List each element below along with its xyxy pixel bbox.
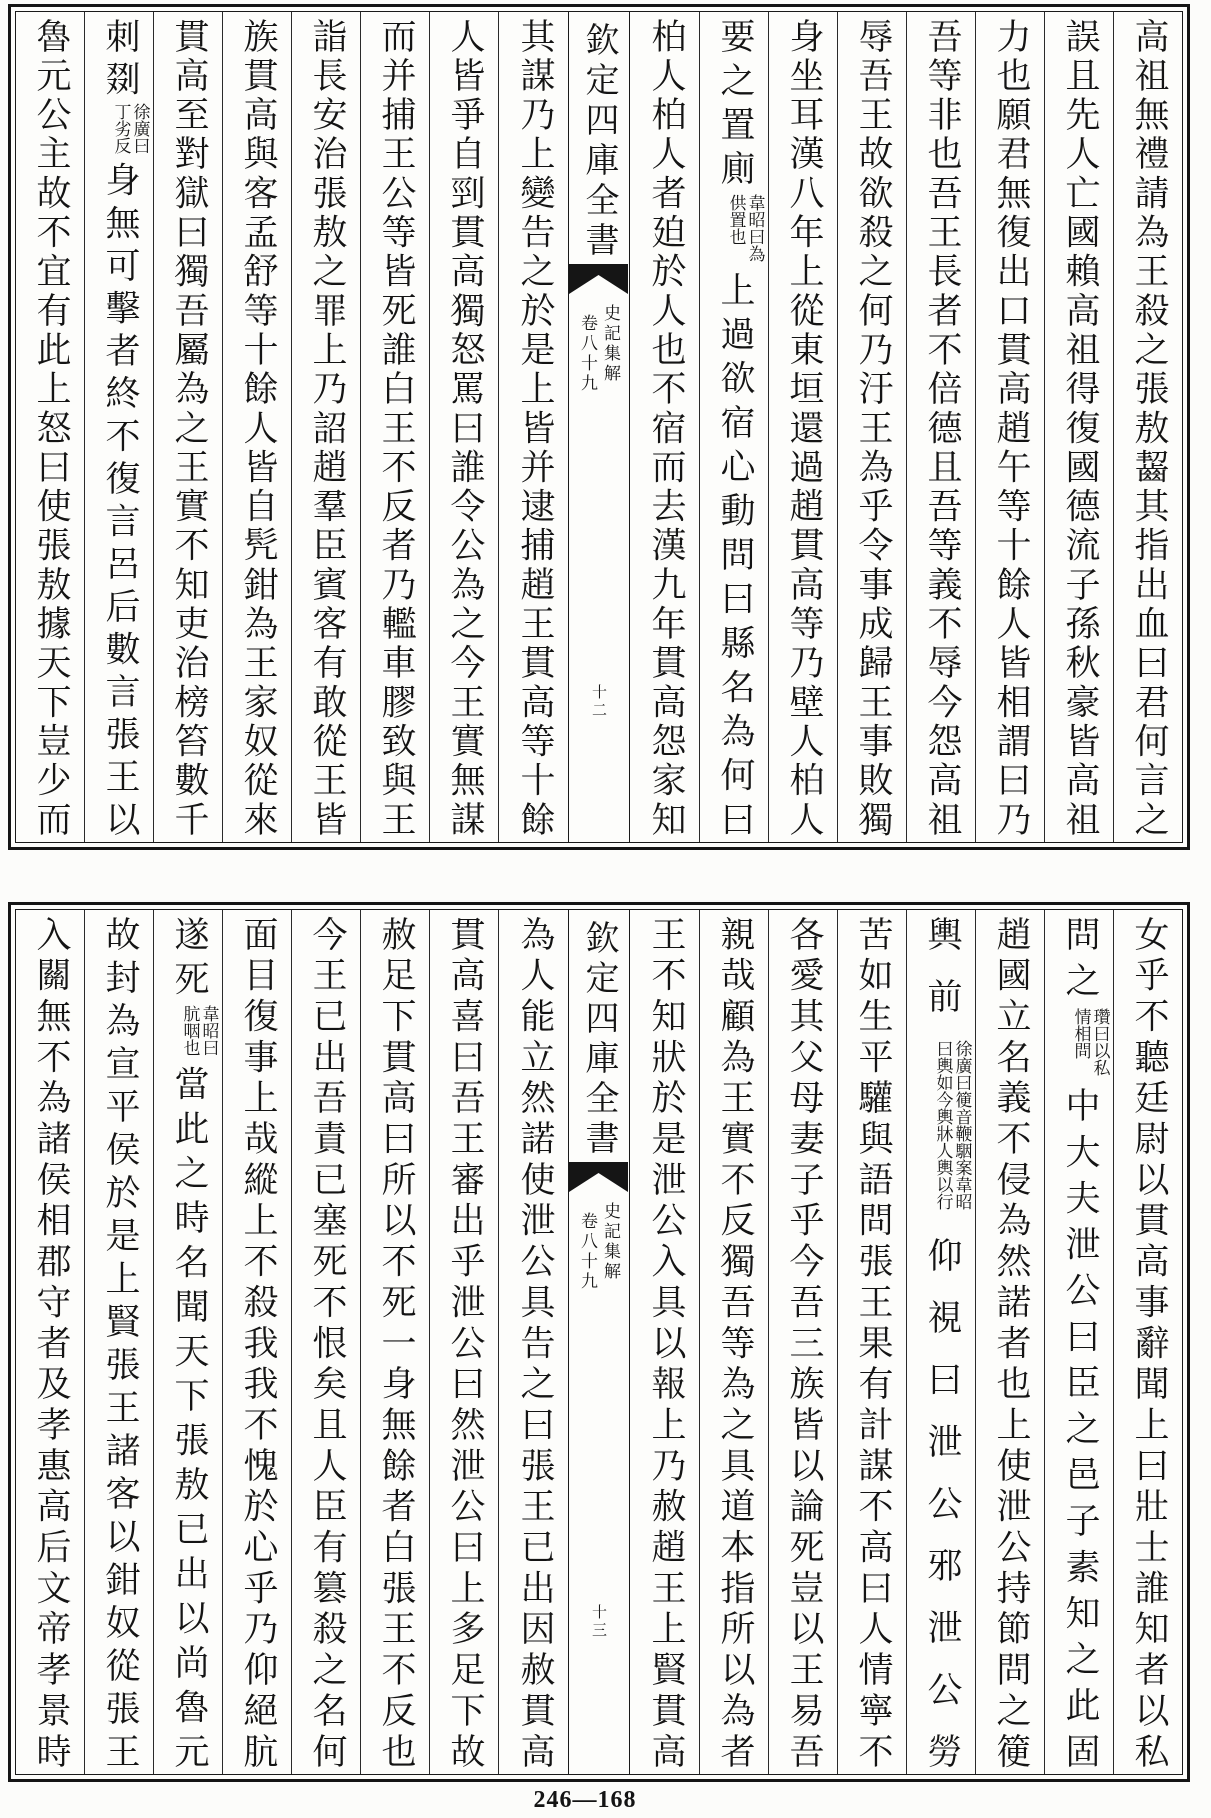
text-column [630,910,699,1774]
text-column [837,910,906,1774]
main-text: 遂死 [169,916,209,1005]
text-column [430,12,499,842]
text-column [361,910,430,1774]
right-column-group [630,910,1182,1774]
text-column [85,12,154,842]
upper-leaf [8,4,1190,850]
main-text: 趙國立名義不侵為然諾者也上使泄公持節問之箯 [991,916,1031,1768]
book-caption [575,304,622,424]
main-text: 刺剟 [100,18,140,104]
note-line-left: 情相問 [1070,1008,1091,1060]
book-caption [575,1202,622,1322]
folio-number: 十三 [590,1604,608,1640]
text-column [837,12,906,842]
main-text: 親哉顧為王實不反獨吾等為之具道本指所以為者 [715,916,755,1768]
edition-title: 欽定四庫全書 [579,920,619,1154]
text-column [223,12,292,842]
note-line-left: 曰輿如今輿牀人輿以行 [932,1040,953,1210]
interlinear-note [180,1005,218,1056]
center-band [568,910,630,1774]
interlinear-note [111,103,149,154]
text-column [975,910,1044,1774]
text-column [499,12,568,842]
inner-frame [15,909,1183,1775]
main-text: 詣長安治張敖之罪上乃詔趙羣臣賓客有敢從王皆 [307,18,347,836]
main-text: 身無可擊者終不復言呂后數言張王以 [100,154,140,837]
interlinear-note [933,1040,971,1210]
interlinear-note [1071,1008,1109,1076]
text-column [85,910,154,1774]
text-column [768,12,837,842]
lower-leaf [8,902,1190,1782]
main-text: 各愛其父母妻子乎今吾三族皆以論死豈以王易吾 [784,916,824,1768]
note-line-right: 韋昭曰為 [744,194,765,263]
text-column [292,12,361,842]
text-column [1044,910,1113,1774]
page-reference: 246—168 [533,1787,637,1813]
fishtail-ornament [569,1162,628,1192]
left-column-group [16,12,568,842]
main-text: 吾等非也吾王長者不倍德且吾等義不辱今怨高祖 [922,18,962,836]
main-text: 入關無不為諸侯相郡守者及孝惠高后文帝孝景時 [31,916,71,1768]
main-text: 輿前 [922,916,962,1040]
main-text: 當此之時名聞天下張敖已出以尚魯元 [169,1056,209,1768]
main-text: 仰視曰泄公邪泄公勞 [922,1210,962,1768]
main-text: 族貫高與客孟舒等十餘人皆自髠鉗為王家奴從來 [238,18,278,836]
main-text: 赦足下貫高曰所以不死一身無餘者白張王不反也 [376,916,416,1768]
text-column [16,910,85,1774]
main-text: 苦如生平驩與語問張王果有計謀不高曰人情寧不 [853,916,893,1768]
main-text: 誤且先人亡國賴高祖得復國德流子孫秋豪皆高祖 [1060,18,1100,836]
text-column [906,12,975,842]
main-text: 貫高至對獄曰獨吾屬為之王實不知吏治榜笞數千 [169,18,209,836]
main-text: 力也願君無復出口貫高趙午等十餘人皆相謂曰乃 [991,18,1031,836]
main-text: 王不知狀於是泄公入具以報上乃赦趙王上賢貫高 [646,916,686,1768]
fishtail-ornament [569,264,628,294]
left-column-group [16,910,568,1774]
note-line-left: 肮咽也 [179,1005,200,1056]
text-column [223,910,292,1774]
main-text: 問之 [1060,916,1100,1009]
main-text: 今王已出吾責已塞死不恨矣且人臣有篡殺之名何 [307,916,347,1768]
main-text: 故封為宣平侯於是上賢張王諸客以鉗奴從張王 [100,916,140,1768]
book-title: 史記集解 [600,1202,620,1282]
juan-label: 卷八十九 [577,1212,597,1292]
main-text: 魯元公主故不宜有此上怒曰使張敖據天下豈少而 [31,18,71,836]
main-text: 高祖無禮請為王殺之張敖齧其指出血曰君何言之 [1129,18,1169,836]
edition-title: 欽定四庫全書 [579,22,619,256]
right-column-group [630,12,1182,842]
text-column [361,12,430,842]
main-text: 上過欲宿心動問曰縣名為何曰 [715,262,755,837]
text-column [1044,12,1113,842]
main-text: 其謀乃上變告之於是上皆并逮捕趙王貫高等十餘 [515,18,555,836]
note-line-right: 徐廣曰 [129,103,150,155]
note-line-left: 丁劣反 [110,103,131,155]
text-column [699,12,768,842]
text-column [630,12,699,842]
main-text: 女乎不聽廷尉以貫高事辭聞上曰壯士誰知者以私 [1129,916,1169,1768]
note-line-left: 供置也 [725,194,746,246]
text-column [499,910,568,1774]
text-column [154,12,223,842]
text-column [768,910,837,1774]
text-column [975,12,1044,842]
note-line-right: 徐廣曰箯音鞭駰案韋昭 [951,1040,972,1210]
juan-label: 卷八十九 [577,314,597,394]
folio-number: 十二 [590,684,608,720]
main-text: 柏人柏人者廹於人也不宿而去漢九年貫高怨家知 [646,18,686,836]
book-title: 史記集解 [600,304,620,384]
main-text: 面目復事上哉縱上不殺我我不愧於心乎乃仰絕肮 [238,916,278,1768]
text-column [1113,12,1182,842]
inner-frame [15,11,1183,843]
main-text: 要之置廁 [715,18,755,195]
main-text: 人皆爭自剄貫高獨怒罵曰誰令公為之今王實無謀 [445,18,485,836]
main-text: 而并捕王公等皆死誰白王不反者乃轞車膠致與王 [376,18,416,836]
text-column [430,910,499,1774]
text-column [154,910,223,1774]
note-line-right: 瓚曰以私 [1089,1008,1110,1077]
center-band [568,12,630,842]
text-column [292,910,361,1774]
text-column [1113,910,1182,1774]
text-column [699,910,768,1774]
main-text: 為人能立然諾使泄公具告之曰張王已出因赦貫高 [515,916,555,1768]
text-column [16,12,85,842]
main-text: 身坐耳漢八年上從東垣還過趙貫高等乃壁人柏人 [784,18,824,836]
note-line-right: 韋昭曰 [198,1005,219,1056]
main-text: 中大夫泄公曰臣之邑子素知之此固 [1060,1076,1100,1769]
main-text: 辱吾王故欲殺之何乃汙王為乎令事成歸王事敗獨 [853,18,893,836]
text-column [906,910,975,1774]
main-text: 貫高喜曰吾王審出乎泄公曰然泄公曰上多足下故 [445,916,485,1768]
interlinear-note [726,194,764,262]
